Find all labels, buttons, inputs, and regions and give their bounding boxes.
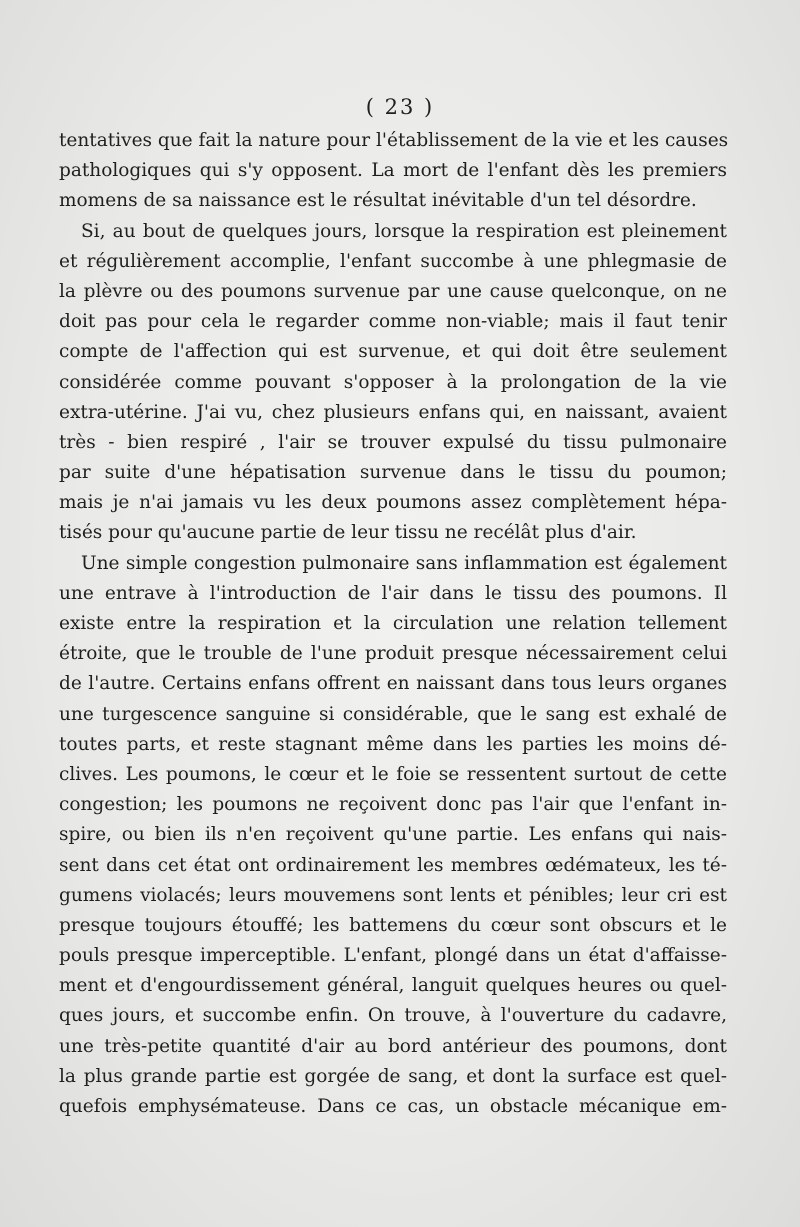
text-line: une entrave à l'introduction de l'air dans le tissu des poumons. Il [59, 582, 727, 604]
text-line: mais je n'ai jamais vu les deux poumons assez complètement hépa- [59, 492, 727, 514]
text-line: et régulièrement accomplie, l'enfant succombe à une phlegmasie de [59, 250, 727, 272]
text-line: très - bien respiré , l'air se trouver expulsé du tissu pulmonaire [59, 431, 727, 453]
text-line: toutes parts, et reste stagnant même dans les parties les moins dé- [59, 733, 727, 755]
text-line: congestion; les poumons ne reçoivent donc pas l'air que l'enfant in- [59, 794, 727, 816]
text-line: sent dans cet état ont ordinairement les membres œdémateux, les té- [59, 854, 727, 876]
text-line: tisés pour qu'aucune partie de leur tissu ne recélât plus d'air. [59, 522, 637, 544]
text-line: ment et d'engourdissement général, languit quelques heures ou quel- [59, 975, 727, 997]
text-line: tentatives que fait la nature pour l'établissement de la vie et les causes [59, 130, 729, 151]
text-line: par suite d'une hépatisation survenue dans le tissu du poumon; [59, 462, 727, 484]
text-line: considérée comme pouvant s'opposer à la prolongation de la vie [59, 371, 727, 393]
text-line: momens de sa naissance est le résultat inévitable d'un tel désordre. [59, 190, 697, 212]
text-line: extra-utérine. J'ai vu, chez plusieurs enfans qui, en naissant, avaient [59, 401, 727, 423]
text-line: une très-petite quantité d'air au bord antérieur des poumons, dont [59, 1035, 727, 1057]
text-line: spire, ou bien ils n'en reçoivent qu'une partie. Les enfans qui nais- [59, 824, 727, 846]
text-line: presque toujours étouffé; les battemens du cœur sont obscurs et le [59, 914, 727, 936]
text-line: gumens violacés; leurs mouvemens sont lents et pénibles; leur cri est [59, 884, 727, 906]
body-text [59, 126, 727, 1122]
text-line: la plus grande partie est gorgée de sang, et dont la surface est quel- [59, 1065, 727, 1087]
text-line: étroite, que le trouble de l'une produit presque nécessairement celui [59, 643, 727, 665]
text-line: compte de l'affection qui est survenue, et qui doit être seulement [59, 341, 727, 363]
text-line: de l'autre. Certains enfans offrent en naissant dans tous leurs organes [59, 673, 727, 695]
text-line: ques jours, et succombe enfin. On trouve, à l'ouverture du cadavre, [59, 1005, 727, 1027]
text-line: clives. Les poumons, le cœur et le foie se ressentent surtout de cette [59, 763, 727, 785]
text-line: Une simple congestion pulmonaire sans inflammation est également [81, 552, 727, 574]
text-line: existe entre la respiration et la circulation une relation tellement [59, 613, 727, 634]
text-line: pathologiques qui s'y opposent. La mort de l'enfant dès les premiers [59, 160, 727, 182]
text-line: Si, au bout de quelques jours, lorsque la respiration est pleinement [81, 220, 727, 242]
text-line: la plèvre ou des poumons survenue par une cause quelconque, on ne [59, 280, 727, 302]
text-line: quefois emphysémateuse. Dans ce cas, un obstacle mécanique em- [59, 1096, 727, 1117]
text-line: pouls presque imperceptible. L'enfant, plongé dans un état d'affaisse- [59, 945, 727, 967]
text-line: une turgescence sanguine si considérable, que le sang est exhalé de [59, 703, 727, 725]
page-number: ( 23 ) [365, 95, 435, 119]
text-line: doit pas pour cela le regarder comme non-viable; mais il faut tenir [59, 311, 727, 333]
